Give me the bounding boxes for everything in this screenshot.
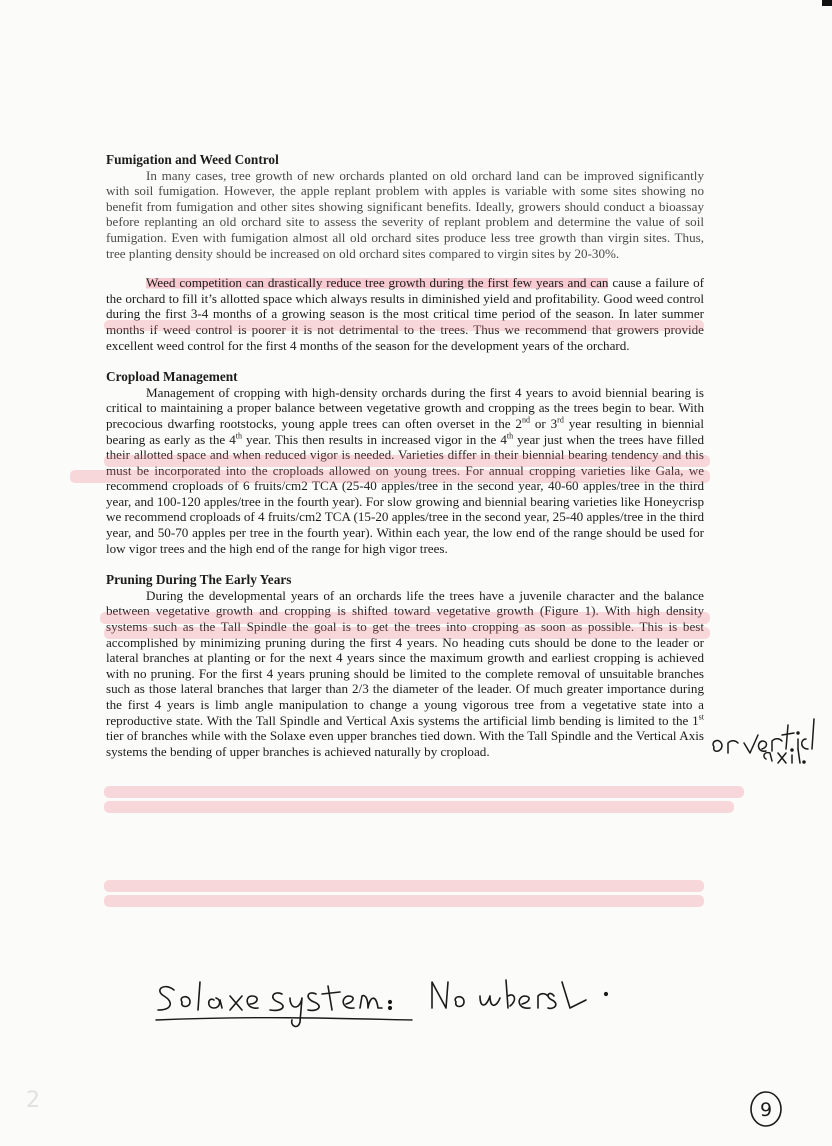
page-number-text: 9: [759, 1099, 773, 1121]
paragraph-weed-control-text: cause a failure of the orchard to fill it’s allotted space which always results in diminished yield and profitability. Good weed control during the first 3-4 months of a growing season is the most critical time period of the season. In later summer months if weed control is poorer it is not detrimental to the trees. Thus we recommend that growers provide excellent weed control for the first 4 months of the season for the development years of the orchard.: [106, 275, 704, 353]
cropload-text-d: year. This then results in increased vigor in the 4: [242, 431, 507, 447]
scan-corner-mark: [822, 0, 832, 6]
cropload-text-a: Management of cropping with high-density orchards during the first 4 years to avoid biennial bearing is critical to maintaining a proper balance between vegetative growth and cropping as the trees begin to bear. With precocious dwarfing rootstocks, young apple trees can often overset in the 2: [106, 384, 704, 431]
section-heading-fumigation: Fumigation and Weed Control: [106, 152, 279, 167]
section-pruning: [106, 572, 704, 759]
handwriting-scribble: [150, 960, 630, 1030]
superscript-th: th: [235, 431, 243, 441]
cropload-text-b: or 3: [529, 415, 558, 431]
superscript-rd: rd: [557, 415, 564, 425]
highlight-stroke: [104, 895, 704, 907]
highlight-stroke: [104, 801, 734, 813]
page-number: [746, 1088, 786, 1130]
paragraph-pruning: [106, 588, 704, 760]
bleed-through-mark: 2: [26, 1088, 40, 1113]
superscript-st: st: [698, 712, 704, 722]
highlight-stroke: [104, 880, 704, 892]
superscript-nd: nd: [521, 415, 530, 425]
document-body: [106, 152, 704, 759]
highlighted-text: Weed competition can drastically reduce tree growth during the first few years and can: [146, 275, 609, 291]
pruning-text-a: During the developmental years of an orchards life the trees have a juvenile character and the balance between vegetative growth and cropping is shifted toward vegetative growth (Figure 1). With high density systems such as the Tall Spindle the goal is to get the trees into cropping as soon as possible. This is best accomplished by minimizing pruning during the first 4 years. No heading cuts should be done to the leader or lateral branches at planting or for the next 4 years since the maximum growth and earliest cropping is achieved with no pruning. For the first 4 years pruning should be limited to the complete removal of unsuitable branches such as those lateral branches that larger than 2/3 the diameter of the leader. Of much greater importance during the first 4 years is limb angle manipulation to change a young vigorous tree from a vegetative state into a reproductive state. With the Tall Spindle and Vertical Axis systems the artificial limb bending is limited to the 1: [106, 587, 704, 728]
paragraph-weed-control: [106, 275, 704, 353]
circled-page-number: [746, 1088, 786, 1130]
handwritten-note: [150, 960, 630, 1030]
superscript-th: th: [506, 431, 514, 441]
margin-note: [708, 715, 824, 765]
cropload-text-c: year resulting in biennial bearing as early as the 4: [106, 415, 705, 447]
paragraph-cropload: [106, 385, 704, 557]
section-fumigation: [106, 152, 704, 353]
paragraph-fumigation: In many cases, tree growth of new orchards planted on old orchard land can be improved significantly with soil fumigation. However, the apple replant problem with apples is variable with some sites showing no benefit from fumigation and other sites showing significant benefits. Ideally, growers should conduct a bioassay before replanting an old orchard site to assess the severity of replant problem and determine the value of soil fumigation. Even with fumigation almost all old orchard sites produce less tree growth than virgin sites. Thus, tree planting density should be increased on old orchard sites compared to virgin sites by 20-30%.: [106, 167, 704, 261]
section-heading-pruning: Pruning During The Early Years: [106, 572, 292, 588]
margin-note-scribble: [708, 715, 824, 765]
section-heading-cropload: Cropload Management: [106, 369, 238, 385]
pruning-text-b: tier of branches while with the Solaxe even upper branches tied down. With the Tall Spindle and the Vertical Axis systems the bending of upper branches is achieved naturally by cropload.: [106, 728, 704, 759]
section-cropload: [106, 369, 704, 556]
highlight-stroke: [104, 786, 744, 798]
cropload-text-e: year just when the trees have filled their allotted space and when reduced vigor is needed. Varieties differ in their biennial bearing tendency and this must be incorporated into the croploads allowed on young trees. For annual cropping varieties like Gala, we recommend croploads of 6 fruits/cm2 TCA (25-40 apples/tree in the second year, 40-60 apples/tree in the third year, and 100-120 apples/tree in the fourth year). For slow growing and biennial bearing varieties like Honeycrisp we recommend croploads of 4 fruits/cm2 TCA (15-20 apples/tree in the second year, 25-40 apples/tree in the third year, and 50-70 apples per tree in the fourth year). Within each year, the low end of the range should be used for low vigor trees and the high end of the range for high vigor trees.: [106, 431, 705, 556]
